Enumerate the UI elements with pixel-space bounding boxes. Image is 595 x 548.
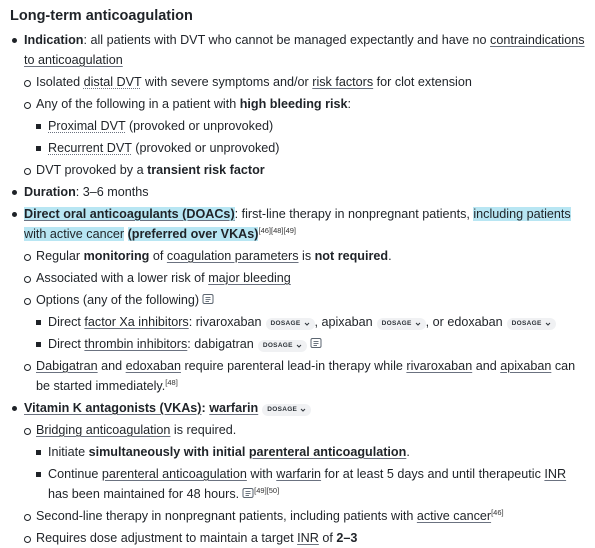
reference-link[interactable]: [46][48][49] [258, 226, 297, 235]
link-parenteral-anticoagulation[interactable]: parenteral anticoagulation [248, 445, 407, 459]
section-title: Long-term anticoagulation [10, 8, 193, 24]
list-item-provoked: DVT provoked by a transient risk factor [22, 160, 587, 180]
highlight-active-cancer: including patients with active cancer [24, 207, 571, 241]
link-active-cancer[interactable]: active cancer [416, 509, 492, 523]
list-item-second-line: Second-line therapy in nonpregnant patients, including patients with active cancer[46] [22, 506, 587, 526]
list-item-requires: Requires dose adjustment to maintain a target INR of 2–3 [22, 528, 587, 548]
reference-link[interactable]: [48] [165, 378, 178, 387]
chevron-down-icon [300, 407, 306, 413]
list-item-indication: Indication: all patients with DVT who cannot be managed expectantly and have no contraindications to anticoagulation Isolated distal DVT with severe symptoms and/or risk factors for clot extension Any of the following in a patient with high bleeding risk: Proximal DVT (provoked or unprovoked) Recurrent DVT (provoked or unprovoked) DVT provoked by a transient risk factor [10, 30, 587, 180]
note-icon[interactable] [202, 293, 214, 305]
link-vka[interactable]: Vitamin K antagonists (VKAs) [24, 401, 202, 415]
link-contraindications[interactable]: contraindications to anticoagulation [24, 33, 585, 67]
list-item-dabigatran: Dabigatran and edoxaban require parenteral lead-in therapy while rivaroxaban and apixaban can be started immediately.[48] [22, 356, 587, 396]
list-item-thrombin: Direct thrombin inhibitors: dabigatran DOSAGE [34, 334, 587, 354]
link-distal-dvt[interactable]: distal DVT [83, 75, 142, 89]
list-item-vka: Vitamin K antagonists (VKAs): warfarin DOSAGE Bridging anticoagulation is required. Initiate simultaneously with initial parenteral anticoagulation. Continue parenteral anticoagulation with warfarin for at least 5 days and until therapeutic INR has been maintained for 48 hours. [49][50] Second-line therapy in nonpregnant patients, including patients with active cancer[46] Requires dose adjustment to maintain a target INR of 2–3 [10, 398, 587, 548]
link-inr[interactable]: INR [544, 467, 567, 481]
link-coagulation-parameters[interactable]: coagulation parameters [166, 249, 299, 263]
list-item-assoc: Associated with a lower risk of major bleeding [22, 268, 587, 288]
link-bridging-anticoagulation[interactable]: Bridging anticoagulation [36, 423, 171, 437]
link-apixaban[interactable]: apixaban [500, 359, 552, 373]
main-list [10, 30, 587, 548]
chevron-down-icon [415, 321, 421, 327]
link-rivaroxaban[interactable]: rivaroxaban [406, 359, 473, 373]
link-parenteral-anticoagulation-2[interactable]: parenteral anticoagulation [101, 467, 247, 481]
list-item-factor-xa: Direct factor Xa inhibitors: rivaroxaban DOSAGE , apixaban DOSAGE , or edoxaban DOSAGE [34, 312, 587, 332]
link-major-bleeding[interactable]: major bleeding [208, 271, 291, 285]
list-item-proximal: Proximal DVT (provoked or unprovoked) [34, 116, 587, 136]
list-item-duration: Duration: 3–6 months [10, 182, 587, 202]
link-warfarin[interactable]: warfarin [209, 401, 259, 415]
link-thrombin-inhibitors[interactable]: thrombin inhibitors [84, 337, 188, 351]
list-item-initiate: Initiate simultaneously with initial parenteral anticoagulation. [34, 442, 587, 462]
link-warfarin-2[interactable]: warfarin [276, 467, 322, 481]
dosage-button-dabigatran[interactable]: DOSAGE [258, 340, 307, 352]
link-risk-factors[interactable]: risk factors [312, 75, 374, 89]
note-icon[interactable] [242, 487, 254, 499]
reference-link[interactable]: [46] [491, 508, 504, 517]
link-doacs[interactable]: Direct oral anticoagulants (DOACs) [24, 207, 235, 221]
link-recurrent-dvt[interactable]: Recurrent DVT [48, 141, 132, 155]
list-item-recurrent: Recurrent DVT (provoked or unprovoked) [34, 138, 587, 158]
chevron-down-icon [304, 321, 310, 327]
dosage-button-edoxaban[interactable]: DOSAGE [507, 318, 556, 330]
link-dabigatran[interactable]: Dabigatran [36, 359, 98, 373]
reference-link[interactable]: [49][50] [254, 486, 280, 495]
chevron-down-icon [545, 321, 551, 327]
chevron-down-icon [296, 343, 302, 349]
dosage-button-rivaroxaban[interactable]: DOSAGE [266, 318, 315, 330]
highlight-preferred: (preferred over VKAs) [127, 227, 259, 241]
link-factor-xa-inhibitors[interactable]: factor Xa inhibitors [84, 315, 189, 329]
link-edoxaban[interactable]: edoxaban [125, 359, 181, 373]
dosage-button-apixaban[interactable]: DOSAGE [377, 318, 426, 330]
note-icon[interactable] [310, 337, 322, 349]
list-item-options: Options (any of the following) Direct factor Xa inhibitors: rivaroxaban DOSAGE , apixaban DOSAGE , or edoxaban DOSAGE Direct thrombin inhibitors: dabigatran DOSAGE [22, 290, 587, 354]
list-item-any: Any of the following in a patient with high bleeding risk: Proximal DVT (provoked or unprovoked) Recurrent DVT (provoked or unprovoked) [22, 94, 587, 158]
list-item-isolated: Isolated distal DVT with severe symptoms and/or risk factors for clot extension [22, 72, 587, 92]
list-item-doacs: Direct oral anticoagulants (DOACs): first-line therapy in nonpregnant patients, including patients with active cancer (preferred over VKAs)[46][48][49] Regular monitoring of coagulation parameters is not required. Associated with a lower risk of major bleeding Options (any of the following) Direct factor Xa inhibitors: rivaroxaban DOSAGE , apixaban DOSAGE , or edoxaban DOSAGE Direct thrombin inhibitors: dabigatran DOSAGE Dabigatran and edoxaban require parenteral lead-in therapy while rivaroxaban and apixaban can be started immediately.[48] [10, 204, 587, 396]
list-item-continue: Continue parenteral anticoagulation with warfarin for at least 5 days and until therapeutic INR has been maintained for 48 hours. [49][50] [34, 464, 587, 504]
list-item-regular: Regular monitoring of coagulation parameters is not required. [22, 246, 587, 266]
indication-label: Indication [24, 33, 84, 47]
link-proximal-dvt[interactable]: Proximal DVT [48, 119, 126, 133]
list-item-bridging: Bridging anticoagulation is required. Initiate simultaneously with initial parenteral anticoagulation. Continue parenteral anticoagulation with warfarin for at least 5 days and until therapeutic INR has been maintained for 48 hours. [49][50] [22, 420, 587, 504]
link-inr-2[interactable]: INR [297, 531, 319, 545]
dosage-button-warfarin[interactable]: DOSAGE [262, 404, 311, 416]
